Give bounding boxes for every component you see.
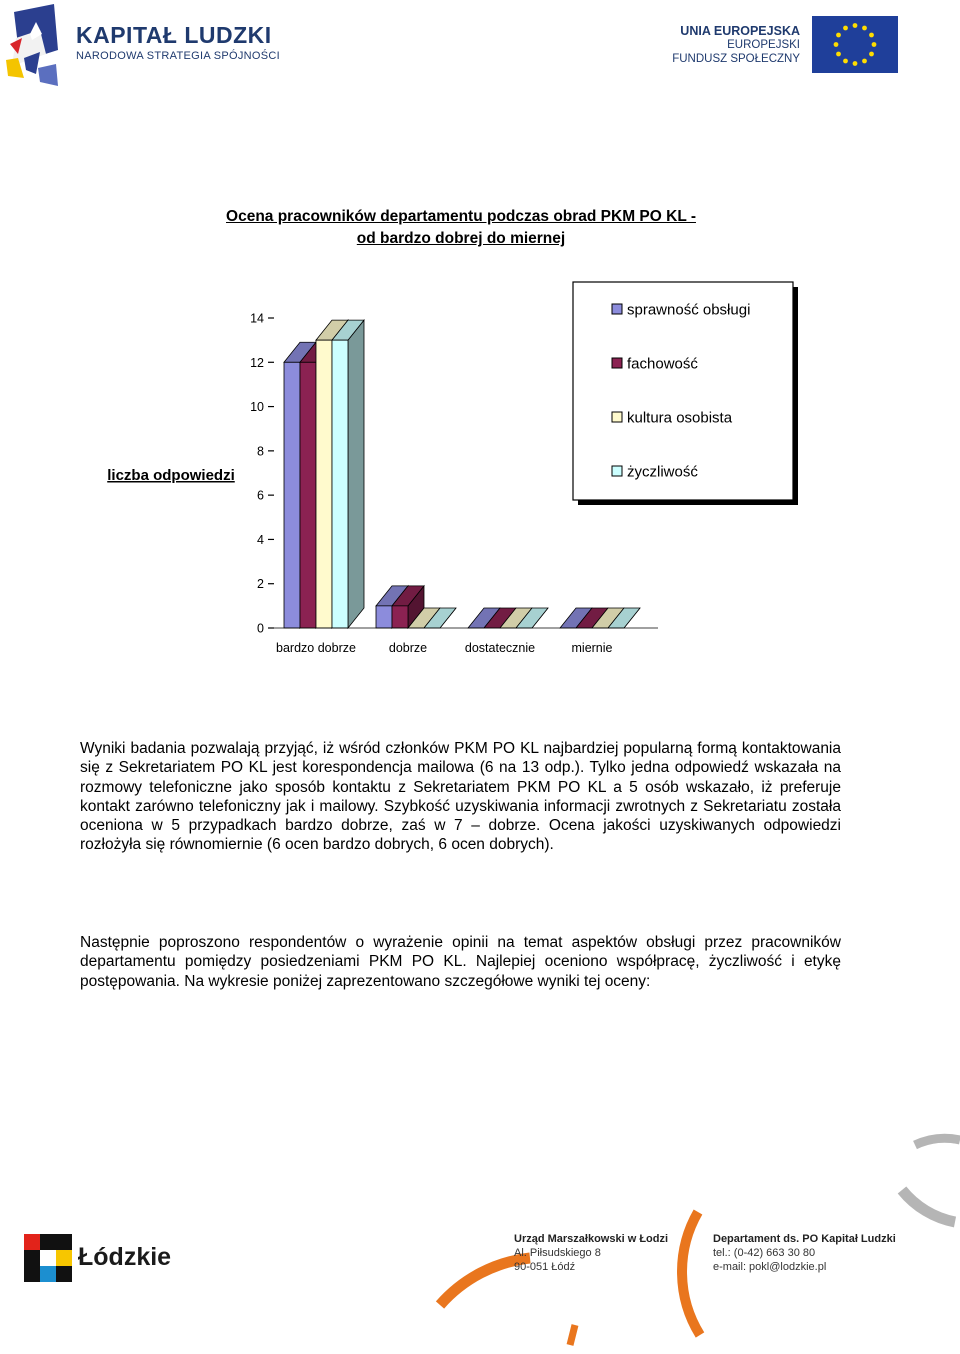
legend-label: sprawność obsługi <box>627 301 751 319</box>
x-tick-label: dobrze <box>388 641 428 655</box>
office-address <box>514 1232 668 1274</box>
x-tick-label: bardzo dobrze <box>276 641 356 655</box>
office-address-line-1: Al. Piłsudskiego 8 <box>514 1247 601 1259</box>
kapital-ludzki-subtitle: NARODOWA STRATEGIA SPÓJNOŚCI <box>76 50 280 62</box>
department-phone: tel.: (0-42) 663 30 80 <box>713 1247 816 1259</box>
chart-title <box>0 206 922 250</box>
eu-line-2: EUROPEJSKI <box>727 39 800 51</box>
legend-swatch <box>612 358 622 368</box>
chart-title-line-1: Ocena pracowników departamentu podczas obrad PKM PO KL - <box>226 208 696 225</box>
department-contact <box>713 1232 896 1274</box>
office-address-line-2: 90-051 Łódź <box>514 1261 576 1273</box>
y-tick-label: 14 <box>250 311 264 326</box>
y-tick-label: 10 <box>250 400 264 415</box>
y-tick-label: 6 <box>257 488 264 503</box>
x-tick-label: miernie <box>571 641 613 655</box>
eu-flag-icon <box>812 16 898 73</box>
legend-label: kultura osobista <box>627 409 733 427</box>
y-tick-label: 8 <box>257 444 264 459</box>
x-tick-label: dostatecznie <box>464 641 536 655</box>
paragraph-2: Następnie poproszono respondentów o wyrażenie opinii na temat aspektów obsługi przez pracowników departamentu pomiędzy posiedzeniami PKM PO KL. Najlepiej oceniono współpracę, życzliwość i etykę postępowania. Na wykresie poniżej zaprezentowano szczegółowe wyniki tej oceny: <box>80 934 841 990</box>
eu-line-3: FUNDUSZ SPOŁECZNY <box>672 53 800 65</box>
chart-legend <box>573 282 798 505</box>
department-name: Departament ds. PO Kapitał Ludzki <box>713 1233 896 1245</box>
legend-label: życzliwość <box>627 463 698 481</box>
eu-fund-label <box>672 24 800 66</box>
y-axis-label: liczba odpowiedzi <box>107 467 235 484</box>
department-email: e-mail: pokl@lodzkie.pl <box>713 1261 827 1273</box>
lodzkie-wordmark: Łódzkie <box>78 1243 172 1271</box>
legend-swatch <box>612 412 622 422</box>
legend-swatch <box>612 466 622 476</box>
y-tick-label: 4 <box>257 532 264 547</box>
y-tick-label: 12 <box>250 355 264 370</box>
bar-chart <box>0 270 960 670</box>
kapital-ludzki-title: KAPITAŁ LUDZKI <box>76 22 272 48</box>
office-name: Urząd Marszałkowski w Łodzi <box>514 1233 669 1245</box>
eu-line-1: UNIA EUROPEJSKA <box>680 24 800 38</box>
paragraph-1: Wyniki badania pozwalają przyjąć, iż wśród członków PKM PO KL najbardziej popularną formą kontaktowania się z Sekretariatem PO KL jest korespondencja mailowa (6 na 13 odp.). Tylko jedna odpowiedź wskazała na rozmowy telefoniczne jako sposób kontaktu z Sekretariatem PKM PO KL a 5 osób wskazało, iż preferuje kontakt zarówno telefoniczny jak i mailowy. Szybkość uzyskiwania informacji zwrotnych z Sekretariatu została oceniona w 5 przypadkach bardzo dobrze, zaś w 7 – dobrze. Ocena jakości uzyskiwanych odpowiedzi rozłożyła się równomiernie (6 ocen bardzo dobrych, 6 ocen dobrych). <box>80 740 841 854</box>
legend-label: fachowość <box>627 355 698 373</box>
chart-title-line-2: od bardzo dobrej do miernej <box>356 230 566 247</box>
y-tick-label: 2 <box>257 577 264 592</box>
bar <box>332 320 364 628</box>
legend-swatch <box>612 304 622 314</box>
y-tick-label: 0 <box>257 621 264 636</box>
lodzkie-logo-icon <box>24 1234 72 1282</box>
